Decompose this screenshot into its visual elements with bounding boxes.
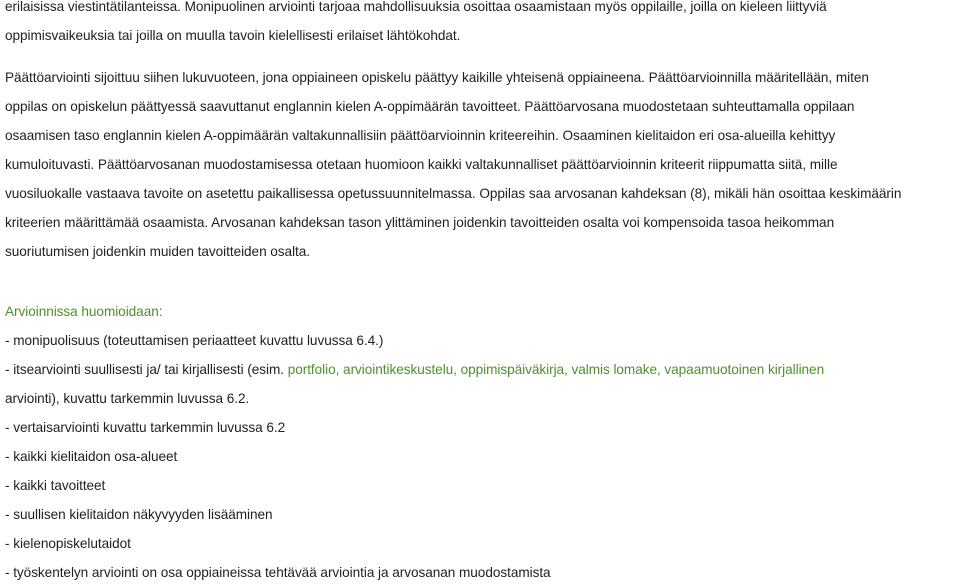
paragraph-final-assessment [5, 63, 901, 266]
paragraph-intro [5, 0, 827, 50]
list-item: - kielenopiskelutaidot [5, 536, 131, 551]
text-line: osaamisen taso englannin kielen A-oppimäärän valtakunnallisiin päättöarvioinnin kriteereihin. Osaaminen kielitaidon eri osa-alueilla kehittyy [5, 128, 836, 143]
list-item-examples: portfolio, arviointikeskustelu, oppimispäiväkirja, valmis lomake, vapaamuotoinen kirjallinen [283, 362, 825, 377]
text-line: Päättöarviointi sijoittuu siihen lukuvuoteen, jona oppiaineen opiskelu päättyy kaikille yhteisenä oppiaineena. Päättöarvioinnilla määritellään, miten [5, 70, 869, 85]
text-line: vuosiluokalle vastaava tavoite on asetettu paikallisessa opetussuunnitelmassa. Oppilas saa arvosanan kahdeksan (8), mikäli hän osoittaa keskimäärin [5, 186, 902, 201]
list-item-continuation: arviointi), kuvattu tarkemmin luvussa 6.2. [5, 391, 250, 406]
assessment-criteria-list [5, 326, 824, 587]
list-item: - monipuolisuus (toteuttamisen periaatteet kuvattu luvussa 6.4.) [5, 333, 384, 348]
section-heading: Arvioinnissa huomioidaan: [5, 304, 163, 319]
text-line: oppimisvaikeuksia tai joilla on muulla tavoin kielellisesti erilaiset lähtökohdat. [5, 28, 461, 43]
text-line: kriteerien määrittämää osaamista. Arvosanan kahdeksan tason ylittäminen joidenkin tavoitteiden osalta voi kompensoida tasoa heikomman [5, 215, 835, 230]
list-item: - kaikki tavoitteet [5, 478, 106, 493]
section-heading-wrap [5, 297, 162, 326]
list-item-text: - itsearviointi suullisesti ja/ tai kirjallisesti (esim. [5, 362, 284, 377]
text-line: oppilas on opiskelun päättyessä saavuttanut englannin kielen A-oppimäärän tavoitteet. Päättöarvosana muodostetaan suhteuttamalla oppilaan [5, 99, 855, 114]
text-line: erilaisissa viestintätilanteissa. Monipuolinen arviointi tarjoaa mahdollisuuksia osoittaa osaamistaan myös oppilaille, joilla on kieleen liittyviä [5, 0, 827, 14]
text-line: kumuloituvasti. Päättöarvosanan muodostamisessa otetaan huomioon kaikki valtakunnalliset päättöarvioinnin kriteerit riippumatta siitä, mille [5, 157, 838, 172]
list-item: - kaikki kielitaidon osa-alueet [5, 449, 178, 464]
list-item [5, 355, 824, 384]
list-item: - vertaisarviointi kuvattu tarkemmin luvussa 6.2 [5, 420, 286, 435]
list-item: - työskentelyn arviointi on osa oppiaineissa tehtävää arviointia ja arvosanan muodostamista [5, 565, 551, 580]
list-item: - suullisen kielitaidon näkyvyyden lisääminen [5, 507, 273, 522]
text-line: suoriutumisen joidenkin muiden tavoitteiden osalta. [5, 244, 311, 259]
